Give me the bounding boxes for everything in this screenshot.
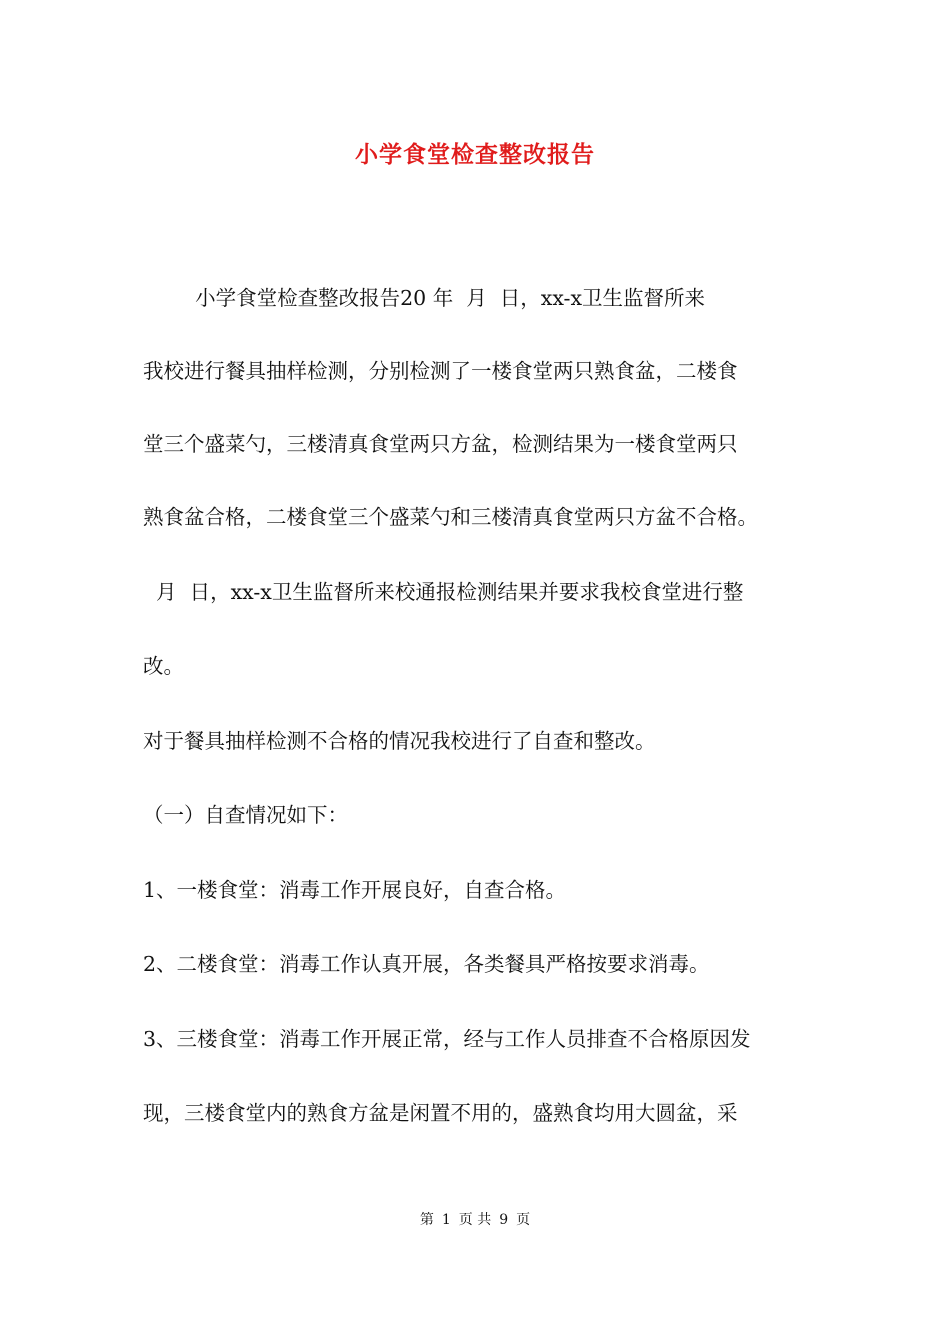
body-line-3: 堂三个盛菜勺，三楼清真食堂两只方盆，检测结果为一楼食堂两只	[143, 432, 738, 456]
body-line-4: 熟食盆合格，二楼食堂三个盛菜勺和三楼清真食堂两只方盆不合格。	[143, 505, 758, 529]
page-suffix: 页	[516, 1212, 531, 1228]
body-line-6: 改。	[143, 654, 184, 678]
body-line-7: 对于餐具抽样检测不合格的情况我校进行了自查和整改。	[143, 729, 656, 753]
page-prefix: 第	[419, 1212, 434, 1228]
body-line-9: 1、一楼食堂：消毒工作开展良好，自查合格。	[143, 878, 567, 902]
total-pages-number: 9	[499, 1212, 509, 1228]
page-mid-text: 页 共	[458, 1212, 492, 1228]
body-line-12: 现，三楼食堂内的熟食方盆是闲置不用的，盛熟食均用大圆盆，采	[143, 1101, 738, 1125]
body-line-1: 小学食堂检查整改报告20 年 月 日，xx-x卫生监督所来	[143, 286, 706, 310]
body-line-5: 月 日，xx-x卫生监督所来校通报检测结果并要求我校食堂进行整	[143, 580, 744, 604]
body-line-2: 我校进行餐具抽样检测，分别检测了一楼食堂两只熟食盆，二楼食	[143, 359, 738, 383]
current-page-number: 1	[441, 1212, 451, 1228]
body-line-10: 2、二楼食堂：消毒工作认真开展，各类餐具严格按要求消毒。	[143, 952, 710, 976]
body-line-8: （一）自查情况如下：	[143, 803, 348, 827]
body-line-11: 3、三楼食堂：消毒工作开展正常，经与工作人员排查不合格原因发	[143, 1027, 751, 1051]
page-footer	[0, 1209, 950, 1229]
document-title: 小学食堂检查整改报告	[355, 142, 595, 168]
